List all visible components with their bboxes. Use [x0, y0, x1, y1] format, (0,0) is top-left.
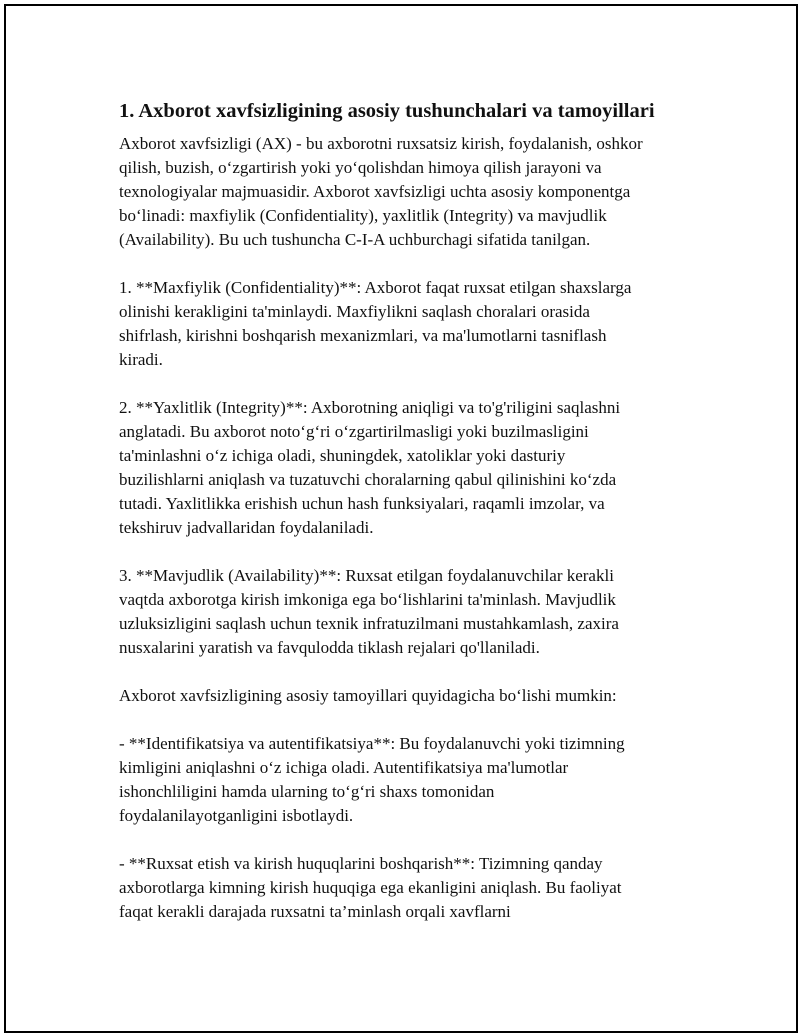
paragraph-access-control: - **Ruxsat etish va kirish huquqlarini boshqarish**: Tizimning qanday axborotlarga kimning kirish huquqiga ega ekanligini aniqlash. Bu faoliyat faqat kerakli darajada ruxsatni ta’minlash orqali xavflarni [119, 854, 622, 921]
paragraph-identification: - **Identifikatsiya va autentifikatsiya**: Bu foydalanuvchi yoki tizimning kimligini aniqlashni o‘z ichiga oladi. Autentifikatsiya ma'lumotlar ishonchliligini hamda ularning to‘g‘ri shaxs tomonidan foydalanilayotganligini isbotlaydi. [119, 734, 625, 825]
paragraph-availability: 3. **Mavjudlik (Availability)**: Ruxsat etilgan foydalanuvchilar kerakli vaqtda axborotga kirish imkoniga ega bo‘lishlarini ta'minlash. Mavjudlik uzluksizligini saqlash uchun texnik infratuzilmani mustahkamlash, zaxira nusxalarini yaratish va favqulodda tiklash rejalari qo'llaniladi. [119, 566, 619, 657]
document-title: 1. Axborot xavfsizligining asosiy tushunchalari va tamoyillari [119, 100, 655, 122]
page-frame [4, 4, 798, 1033]
document-body [119, 98, 694, 948]
paragraph-integrity: 2. **Yaxlitlik (Integrity)**: Axborotning aniqligi va to'g'riligini saqlashni anglatadi. Bu axborot noto‘g‘ri o‘zgartirilmasligi yoki buzilmasligini ta'minlashni o‘z ichiga oladi, shuningdek, xatoliklar yoki dasturiy buzilishlarni aniqlash va tuzatuvchi choralarning qabul qilinishini ko‘zda tutadi. Yaxlitlikka erishish uchun hash funksiyalari, raqamli imzolar, va tekshiruv jadvallaridan foydalaniladi. [119, 398, 621, 537]
paragraph-principles-intro: Axborot xavfsizligining asosiy tamoyillari quyidagicha bo‘lishi mumkin: [119, 686, 617, 705]
paragraph-confidentiality: 1. **Maxfiylik (Confidentiality)**: Axborot faqat ruxsat etilgan shaxslarga olinishi kerakligini ta'minlaydi. Maxfiylikni saqlash choralari orasida shifrlash, kirishni boshqarish mexanizmlari, va ma'lumotlarni tasniflash kiradi. [119, 278, 632, 369]
paragraph-intro: Axborot xavfsizligi (AX) - bu axborotni ruxsatsiz kirish, foydalanish, oshkor qilish, buzish, o‘zgartirish yoki yo‘qolishdan himoya qilish jarayoni va texnologiyalar majmuasidir. Axborot xavfsizligi uchta asosiy komponentga bo‘linadi: maxfiylik (Confidentiality), yaxlitlik (Integrity) va mavjudlik (Availability). Bu uch tushuncha C-I-A uchburchagi sifatida tanilgan. [119, 134, 643, 249]
